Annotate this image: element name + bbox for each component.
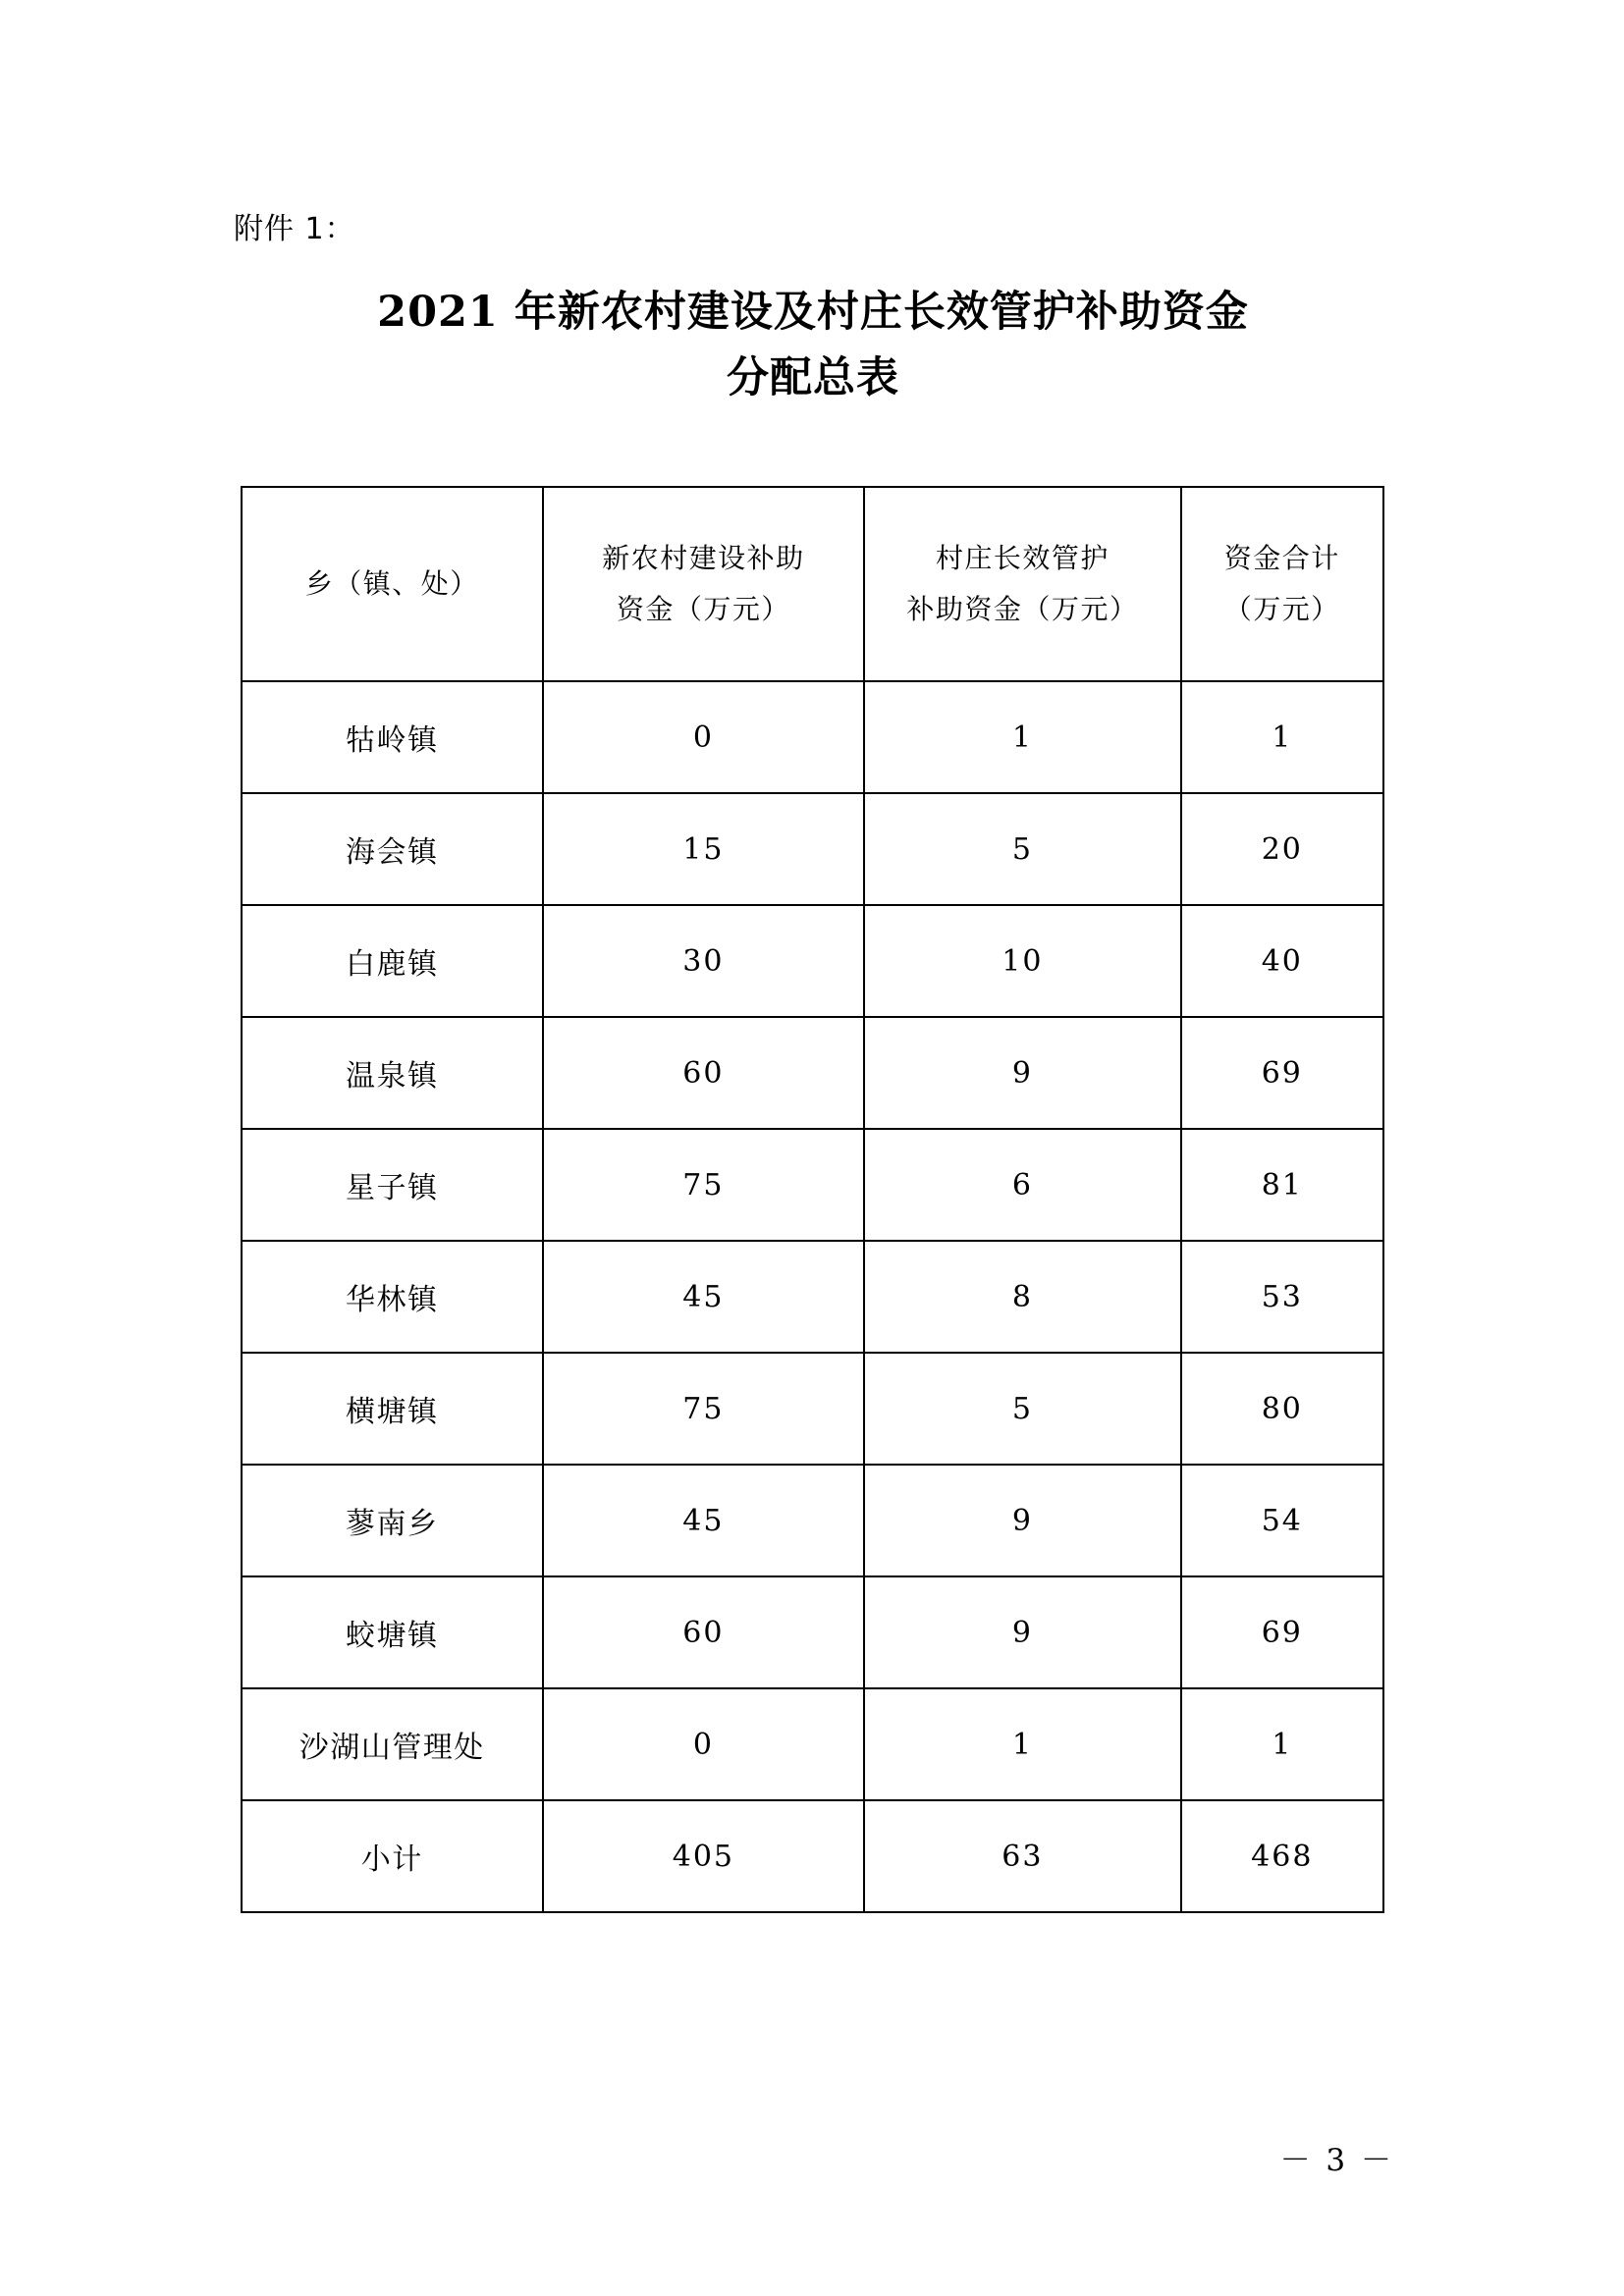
cell-township: 牯岭镇 (242, 681, 543, 793)
table-row (242, 793, 1383, 905)
cell-maintenance: 10 (864, 905, 1180, 1017)
table-row (242, 1688, 1383, 1800)
header-total-line1: 资金合计 (1223, 542, 1340, 575)
cell-township: 蛟塘镇 (242, 1576, 543, 1688)
cell-township: 华林镇 (242, 1241, 543, 1353)
cell-township: 白鹿镇 (242, 905, 543, 1017)
header-maintenance-subsidy (864, 487, 1180, 681)
header-construction-subsidy-line1: 新农村建设补助 (602, 542, 805, 575)
attachment-label: 附件 1： (234, 212, 355, 246)
cell-construction: 30 (543, 905, 865, 1017)
cell-maintenance: 5 (864, 793, 1180, 905)
cell-township: 沙湖山管理处 (242, 1688, 543, 1800)
cell-total: 1 (1181, 1688, 1383, 1800)
table-header-row (242, 487, 1383, 681)
header-maintenance-subsidy-line1: 村庄长效管护 (935, 542, 1110, 575)
cell-township: 蓼南乡 (242, 1465, 543, 1576)
cell-maintenance: 5 (864, 1353, 1180, 1465)
cell-maintenance: 63 (864, 1800, 1180, 1912)
cell-maintenance: 9 (864, 1017, 1180, 1129)
table-row (242, 1465, 1383, 1576)
page-number: － 3 － (1279, 2143, 1394, 2178)
cell-construction: 75 (543, 1129, 865, 1241)
cell-township: 海会镇 (242, 793, 543, 905)
cell-total: 40 (1181, 905, 1383, 1017)
cell-total: 468 (1181, 1800, 1383, 1912)
cell-construction: 60 (543, 1576, 865, 1688)
cell-total: 54 (1181, 1465, 1383, 1576)
cell-total: 1 (1181, 681, 1383, 793)
page-title-line1: 2021 年新农村建设及村庄长效管护补助资金 (377, 288, 1249, 337)
header-total-line2: （万元） (1223, 593, 1340, 625)
table-row (242, 1241, 1383, 1353)
cell-construction: 60 (543, 1017, 865, 1129)
header-township: 乡（镇、处） (242, 487, 543, 681)
cell-total: 69 (1181, 1017, 1383, 1129)
cell-township: 横塘镇 (242, 1353, 543, 1465)
table-row (242, 1017, 1383, 1129)
cell-total: 69 (1181, 1576, 1383, 1688)
cell-township: 小计 (242, 1800, 543, 1912)
cell-total: 80 (1181, 1353, 1383, 1465)
page-title-line2: 分配总表 (727, 352, 899, 402)
header-maintenance-subsidy-line2: 补助资金（万元） (906, 593, 1139, 625)
header-total (1181, 487, 1383, 681)
cell-township: 温泉镇 (242, 1017, 543, 1129)
cell-maintenance: 8 (864, 1241, 1180, 1353)
allocation-table (241, 486, 1384, 1913)
cell-maintenance: 6 (864, 1129, 1180, 1241)
cell-total: 53 (1181, 1241, 1383, 1353)
header-construction-subsidy-line2: 资金（万元） (616, 593, 790, 625)
cell-construction: 0 (543, 681, 865, 793)
table-row (242, 905, 1383, 1017)
cell-maintenance: 9 (864, 1576, 1180, 1688)
table-row (242, 1353, 1383, 1465)
cell-construction: 45 (543, 1465, 865, 1576)
page-title (234, 280, 1392, 410)
table-row (242, 681, 1383, 793)
header-construction-subsidy (543, 487, 865, 681)
cell-maintenance: 1 (864, 1688, 1180, 1800)
cell-construction: 0 (543, 1688, 865, 1800)
table-row-subtotal (242, 1800, 1383, 1912)
cell-construction: 45 (543, 1241, 865, 1353)
table-body (242, 487, 1383, 1912)
table-row (242, 1129, 1383, 1241)
cell-construction: 75 (543, 1353, 865, 1465)
cell-construction: 15 (543, 793, 865, 905)
cell-total: 20 (1181, 793, 1383, 905)
cell-maintenance: 9 (864, 1465, 1180, 1576)
table-row (242, 1576, 1383, 1688)
cell-maintenance: 1 (864, 681, 1180, 793)
cell-construction: 405 (543, 1800, 865, 1912)
cell-total: 81 (1181, 1129, 1383, 1241)
cell-township: 星子镇 (242, 1129, 543, 1241)
